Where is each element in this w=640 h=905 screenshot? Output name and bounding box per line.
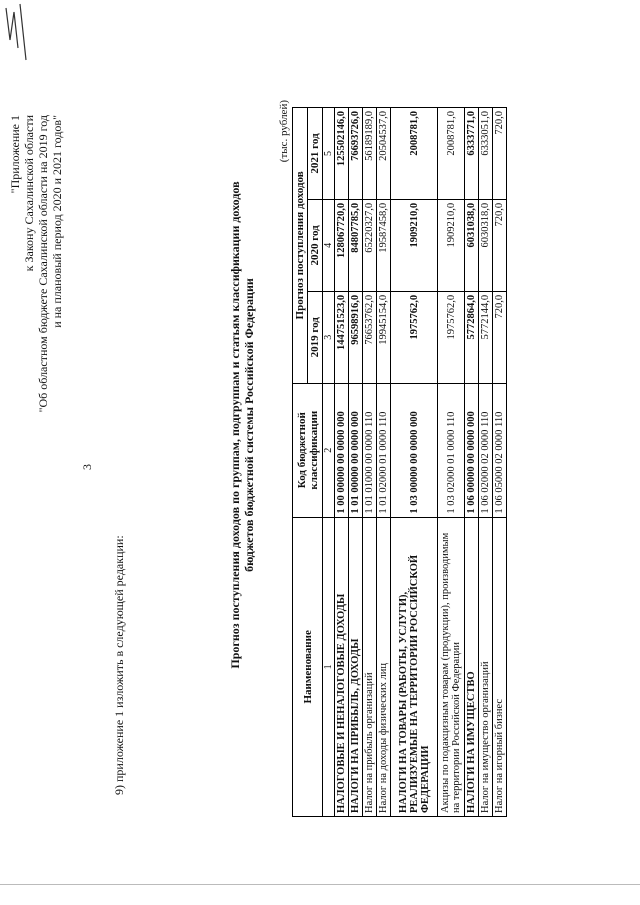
table-row bbox=[349, 108, 363, 817]
row-code: 1 03 00000 00 0000 000 bbox=[391, 383, 438, 517]
appendix-line: "Об областном бюджете Сахалинской области на 2019 год bbox=[36, 115, 50, 413]
table-row bbox=[479, 108, 493, 817]
column-number: 3 bbox=[323, 291, 335, 383]
value-2020: 720,0 bbox=[493, 199, 507, 291]
value-2019: 1975762,0 bbox=[391, 291, 438, 383]
appendix-line: к Закону Сахалинской области bbox=[22, 115, 36, 272]
value-2021: 2008781,0 bbox=[391, 108, 438, 200]
value-2020: 6030318,0 bbox=[479, 199, 493, 291]
value-2019: 96598916,0 bbox=[349, 291, 363, 383]
column-number: 5 bbox=[323, 108, 335, 200]
row-name: Налог на доходы физических лиц bbox=[377, 517, 391, 816]
table-row bbox=[335, 108, 349, 817]
page-number: 3 bbox=[80, 464, 94, 470]
header-2019: 2019 год bbox=[308, 291, 323, 383]
table-row bbox=[465, 108, 479, 817]
value-2021: 125502146,0 bbox=[335, 108, 349, 200]
value-2021: 6333771,0 bbox=[465, 108, 479, 200]
header-2021: 2021 год bbox=[308, 108, 323, 200]
value-2020: 84807785,0 bbox=[349, 199, 363, 291]
header-name: Наименование bbox=[293, 517, 323, 816]
value-2021: 56189189,0 bbox=[363, 108, 377, 200]
value-2020: 19587458,0 bbox=[377, 199, 391, 291]
value-2021: 76693726,0 bbox=[349, 108, 363, 200]
title-line: бюджетов бюджетной системы Российской Федерации bbox=[242, 278, 256, 572]
value-2020: 128067720,0 bbox=[335, 199, 349, 291]
row-name: НАЛОГИ НА ТОВАРЫ (РАБОТЫ, УСЛУГИ), РЕАЛИЗУЕМЫЕ НА ТЕРРИТОРИИ РОССИЙСКОЙ ФЕДЕРАЦИИ bbox=[391, 517, 438, 816]
value-2020: 65220327,0 bbox=[363, 199, 377, 291]
value-2019: 19945154,0 bbox=[377, 291, 391, 383]
row-code: 1 03 02000 01 0000 110 bbox=[438, 383, 465, 517]
value-2021: 2008781,0 bbox=[438, 108, 465, 200]
value-2019: 76653762,0 bbox=[363, 291, 377, 383]
header-code: Код бюджетной классификации bbox=[293, 383, 323, 517]
value-2021: 720,0 bbox=[493, 108, 507, 200]
table-row bbox=[391, 108, 438, 817]
page-edge-line bbox=[0, 884, 640, 885]
title-line: Прогноз поступления доходов по группам, подгруппам и статьям классификации доходов bbox=[228, 181, 242, 669]
row-code: 1 06 02000 02 0000 110 bbox=[479, 383, 493, 517]
row-code: 1 00 00000 00 0000 000 bbox=[335, 383, 349, 517]
value-2020: 6031038,0 bbox=[465, 199, 479, 291]
value-2019: 5772144,0 bbox=[479, 291, 493, 383]
table-row bbox=[493, 108, 507, 817]
row-code: 1 01 01000 00 0000 110 bbox=[363, 383, 377, 517]
row-code: 1 01 02000 01 0000 110 bbox=[377, 383, 391, 517]
row-code: 1 01 00000 00 0000 000 bbox=[349, 383, 363, 517]
table-row bbox=[377, 108, 391, 817]
row-name: Налог на имущество организаций bbox=[479, 517, 493, 816]
row-name: НАЛОГОВЫЕ И НЕНАЛОГОВЫЕ ДОХОДЫ bbox=[335, 517, 349, 816]
table-row bbox=[438, 108, 465, 817]
row-name: Налог на прибыль организаций bbox=[363, 517, 377, 816]
row-code: 1 06 05000 02 0000 110 bbox=[493, 383, 507, 517]
appendix-line: "Приложение 1 bbox=[8, 115, 22, 194]
row-name: НАЛОГИ НА ИМУЩЕСТВО bbox=[465, 517, 479, 816]
column-number: 4 bbox=[323, 199, 335, 291]
value-2019: 720,0 bbox=[493, 291, 507, 383]
row-name: Налог на игорный бизнес bbox=[493, 517, 507, 816]
document-title bbox=[228, 145, 256, 705]
row-name: Акцизы по подакцизным товарам (продукции), производимым на территории Российской Федерации bbox=[438, 517, 465, 816]
column-number: 1 bbox=[323, 517, 335, 816]
appendix-line: и на плановый период 2020 и 2021 годов" bbox=[50, 115, 64, 328]
value-2019: 5772864,0 bbox=[465, 291, 479, 383]
intro-text: 9) приложение 1 изложить в следующей редакции: bbox=[112, 535, 126, 795]
value-2020: 1909210,0 bbox=[391, 199, 438, 291]
value-2019: 144751523,0 bbox=[335, 291, 349, 383]
header-forecast: Прогноз поступления доходов bbox=[293, 108, 308, 384]
value-2021: 6333051,0 bbox=[479, 108, 493, 200]
revenue-table bbox=[292, 107, 507, 817]
value-2021: 20504537,0 bbox=[377, 108, 391, 200]
units-label: (тыс. рублей) bbox=[278, 100, 290, 163]
table-row bbox=[363, 108, 377, 817]
value-2019: 1975762,0 bbox=[438, 291, 465, 383]
value-2020: 1909210,0 bbox=[438, 199, 465, 291]
column-number: 2 bbox=[323, 383, 335, 517]
appendix-header bbox=[8, 115, 64, 475]
header-2020: 2020 год bbox=[308, 199, 323, 291]
row-code: 1 06 00000 00 0000 000 bbox=[465, 383, 479, 517]
row-name: НАЛОГИ НА ПРИБЫЛЬ, ДОХОДЫ bbox=[349, 517, 363, 816]
